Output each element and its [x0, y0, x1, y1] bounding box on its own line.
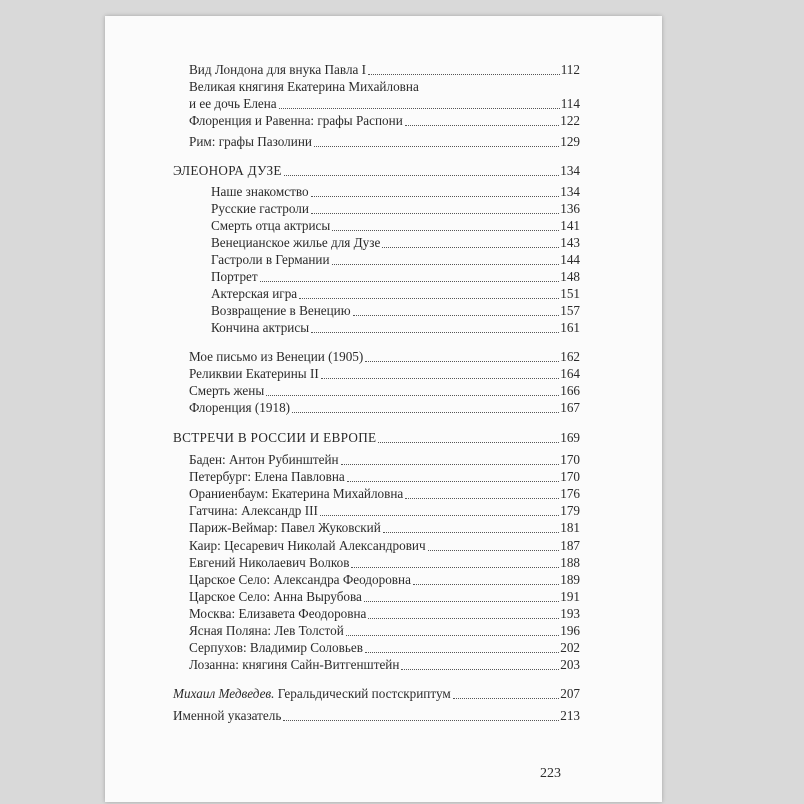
- toc-entry-title: Вид Лондона для внука Павла I: [189, 62, 367, 77]
- toc-entry-title: Серпухов: Владимир Соловьев: [189, 640, 363, 655]
- toc-section-page: 134: [560, 163, 580, 178]
- toc-entry-page: 196: [560, 623, 580, 638]
- toc-entry-page: 112: [560, 62, 580, 77]
- toc-entry-page: 213: [560, 708, 580, 723]
- toc-entry: [189, 640, 580, 656]
- dot-leader: [311, 196, 560, 197]
- toc-entry-title: Русские гастроли: [211, 201, 309, 216]
- toc-entry: [189, 452, 580, 468]
- dot-leader: [382, 247, 559, 248]
- toc-entry-page: 179: [560, 503, 580, 518]
- dot-leader: [299, 298, 559, 299]
- toc-entry-page: 170: [560, 469, 580, 484]
- toc-entry-index: [173, 708, 580, 724]
- toc-entry-title: Баден: Антон Рубинштейн: [189, 452, 339, 467]
- toc-entry-page: 162: [560, 349, 580, 364]
- dot-leader: [346, 635, 559, 636]
- toc-entry: [189, 520, 580, 536]
- toc-entry-page: 203: [560, 657, 580, 672]
- dot-leader: [320, 515, 559, 516]
- dot-leader: [428, 550, 560, 551]
- toc-entry-title: Лозанна: княгиня Сайн-Витгенштейн: [189, 657, 400, 672]
- toc-entry: [189, 623, 580, 639]
- toc-entry-title: Кончина актрисы: [211, 320, 310, 335]
- toc-entry: [189, 486, 580, 502]
- toc-entry: [189, 503, 580, 519]
- toc-entry: [189, 555, 580, 571]
- toc-entry-postscript: [173, 686, 580, 702]
- toc-entry: [189, 400, 580, 416]
- toc-entry: [189, 469, 580, 485]
- toc-entry-page: 189: [560, 572, 580, 587]
- dot-leader: [353, 315, 560, 316]
- dot-leader: [311, 213, 559, 214]
- toc-entry: [189, 134, 580, 150]
- toc-entry: [189, 572, 580, 588]
- dot-leader: [347, 481, 559, 482]
- toc-entry-page: 151: [560, 286, 580, 301]
- dot-leader: [284, 175, 559, 176]
- dot-leader: [383, 532, 559, 533]
- dot-leader: [405, 125, 559, 126]
- toc-entry-page: 191: [560, 589, 580, 604]
- toc-entry-title: Царское Село: Анна Вырубова: [189, 589, 362, 604]
- toc-entry-page: 188: [560, 555, 580, 570]
- toc-entry: [211, 235, 580, 251]
- toc-entry-title: Возвращение в Венецию: [211, 303, 351, 318]
- toc-entry-title: Ясная Поляна: Лев Толстой: [189, 623, 344, 638]
- author-name: Михаил Медведев.: [173, 686, 275, 701]
- toc-entry-page: 207: [560, 686, 580, 701]
- toc-entry-page: 167: [560, 400, 580, 415]
- toc-entry-page: 187: [560, 538, 580, 553]
- toc-entry: [189, 589, 580, 605]
- toc-section-title: ВСТРЕЧИ В РОССИИ И ЕВРОПЕ: [173, 430, 377, 445]
- toc-entry: [211, 269, 580, 285]
- toc-entry-title: Реликвии Екатерины II: [189, 366, 319, 381]
- dot-leader: [266, 395, 559, 396]
- toc-entry: [189, 62, 580, 78]
- dot-leader: [378, 442, 559, 443]
- toc-section: [173, 430, 580, 446]
- toc-entry-page: 181: [560, 520, 580, 535]
- toc-entry-page: 202: [560, 640, 580, 655]
- toc-entry: [189, 383, 580, 399]
- toc-entry-title: Евгений Николаевич Волков: [189, 555, 350, 570]
- toc-entry-title: Флоренция (1918): [189, 400, 291, 415]
- toc-entry: [211, 320, 580, 336]
- dot-leader: [292, 412, 559, 413]
- toc-entry-title: Царское Село: Александра Феодоровна: [189, 572, 411, 587]
- toc-entry-title: [173, 686, 451, 702]
- toc-section-title: ЭЛЕОНОРА ДУЗЕ: [173, 163, 282, 178]
- toc-entry-title: Флоренция и Равенна: графы Распони: [189, 113, 403, 128]
- dot-leader: [365, 652, 559, 653]
- toc-section-page: 169: [560, 430, 580, 445]
- toc-entry-title: Рим: графы Пазолини: [189, 134, 312, 149]
- toc-entry: [211, 201, 580, 217]
- toc-entry-title: Гастроли в Германии: [211, 252, 330, 267]
- toc-entry-title: Актерская игра: [211, 286, 298, 301]
- page-number: 223: [540, 766, 561, 781]
- toc-entry: [211, 218, 580, 234]
- toc-entry-title: Смерть жены: [189, 383, 265, 398]
- postscript-title: Геральдический постскриптум: [274, 686, 451, 701]
- toc-entry-title: Именной указатель: [173, 708, 282, 723]
- dot-leader: [453, 698, 560, 699]
- dot-leader: [368, 618, 559, 619]
- dot-leader: [368, 74, 560, 75]
- toc-section: [173, 163, 580, 179]
- toc-entry: [189, 606, 580, 622]
- toc-entry: [189, 96, 580, 112]
- dot-leader: [279, 108, 560, 109]
- toc-entry-page: 193: [560, 606, 580, 621]
- toc-entry-page: 114: [560, 96, 580, 111]
- dot-leader: [332, 230, 559, 231]
- book-page: [105, 16, 662, 802]
- dot-leader: [413, 584, 559, 585]
- dot-leader: [283, 720, 559, 721]
- toc-entry-title: Венецианское жилье для Дузе: [211, 235, 381, 250]
- toc-entry-title: Петербург: Елена Павловна: [189, 469, 345, 484]
- toc-entry-title: Мое письмо из Венеции (1905): [189, 349, 364, 364]
- dot-leader: [311, 332, 559, 333]
- toc-entry-title: Смерть отца актрисы: [211, 218, 331, 233]
- toc-entry-page: 143: [560, 235, 580, 250]
- toc-entry-page: 129: [560, 134, 580, 149]
- dot-leader: [405, 498, 559, 499]
- toc-entry-page: 134: [560, 184, 580, 199]
- toc-entry-page: 176: [560, 486, 580, 501]
- dot-leader: [365, 361, 559, 362]
- toc-entry: [211, 184, 580, 200]
- dot-leader: [314, 146, 559, 147]
- dot-leader: [364, 601, 559, 602]
- toc-entry-page: 122: [560, 113, 580, 128]
- toc-entry-title: Каир: Цесаревич Николай Александрович: [189, 538, 426, 553]
- toc-entry-page: 141: [560, 218, 580, 233]
- toc-entry-page: 164: [560, 366, 580, 381]
- toc-entry-title: Москва: Елизавета Феодоровна: [189, 606, 367, 621]
- toc-entry-title: Париж-Веймар: Павел Жуковский: [189, 520, 381, 535]
- toc-entry: [189, 349, 580, 365]
- dot-leader: [351, 567, 559, 568]
- toc-entry-page: 157: [560, 303, 580, 318]
- dot-leader: [341, 464, 560, 465]
- toc-entry: [189, 657, 580, 673]
- toc-entry: [189, 113, 580, 129]
- dot-leader: [332, 264, 560, 265]
- toc-entry-page: 161: [560, 320, 580, 335]
- toc-entry: [189, 366, 580, 382]
- toc-entry-page: 144: [560, 252, 580, 267]
- toc-entry-page: 166: [560, 383, 580, 398]
- dot-leader: [260, 281, 560, 282]
- toc-entry: [189, 538, 580, 554]
- toc-entry-title: Гатчина: Александр III: [189, 503, 318, 518]
- toc-entry-title: и ее дочь Елена: [189, 96, 277, 111]
- toc-entry-title: Портрет: [211, 269, 258, 284]
- toc-entry-page: 148: [560, 269, 580, 284]
- toc-entry: [211, 252, 580, 268]
- dot-leader: [401, 669, 559, 670]
- toc-entry-page: 136: [560, 201, 580, 216]
- dot-leader: [321, 378, 559, 379]
- toc-entry-title: Ораниенбаум: Екатерина Михайловна: [189, 486, 404, 501]
- toc-entry-title: Наше знакомство: [211, 184, 309, 199]
- toc-entry: [211, 286, 580, 302]
- toc-entry-page: 170: [560, 452, 580, 467]
- toc-entry-title-line1: Великая княгиня Екатерина Михайловна: [189, 79, 419, 94]
- toc-entry: [211, 303, 580, 319]
